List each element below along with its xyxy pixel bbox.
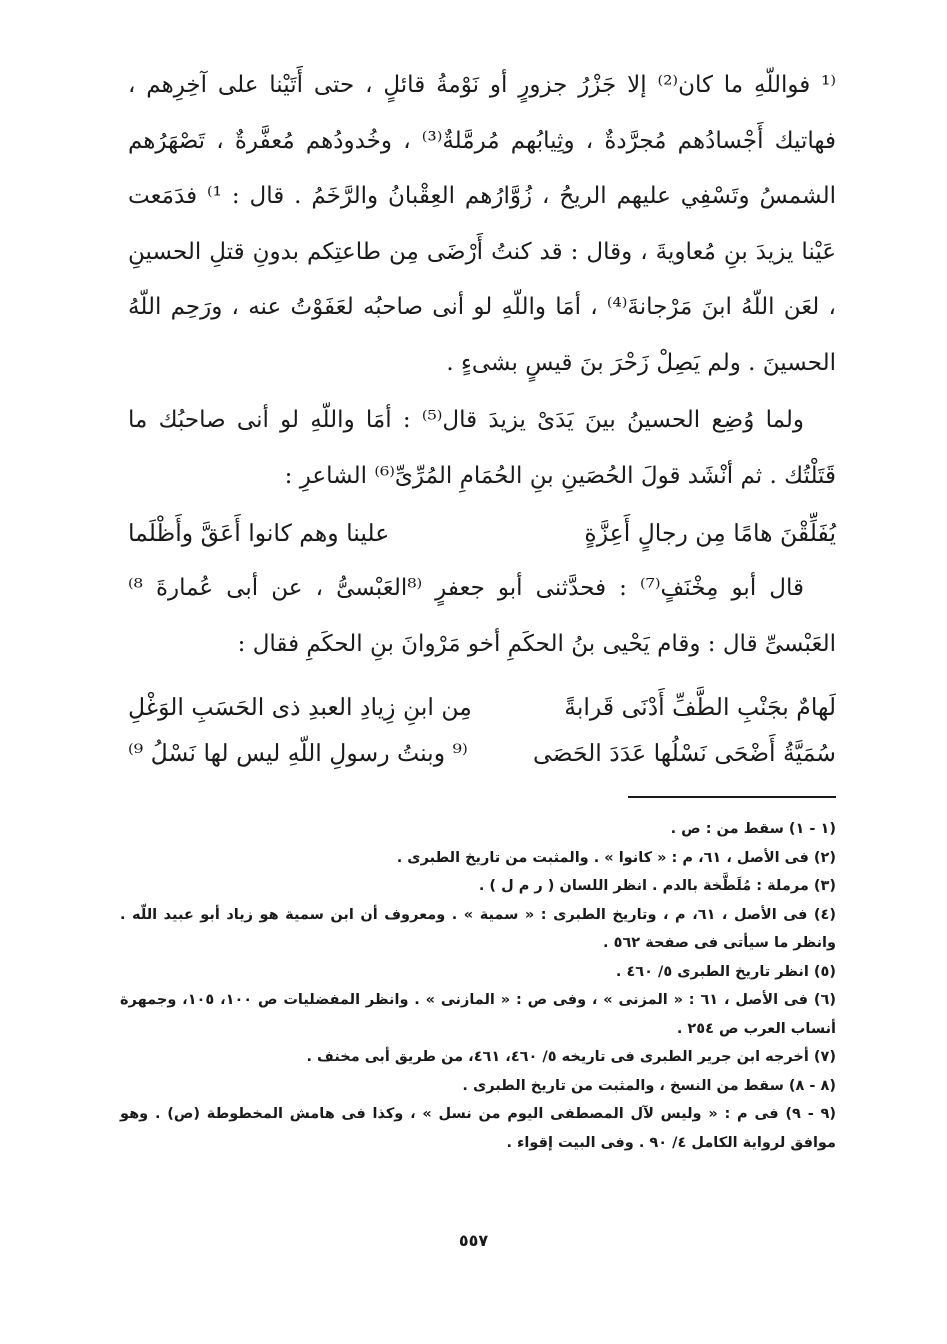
main-text bbox=[128, 58, 836, 776]
verse-1 bbox=[128, 506, 836, 561]
footnote: (٤) فى الأصل ، ٦١، م ، وتاريخ الطبرى : « سمية » . ومعروف أن ابن سمية هو زياد أبو عبيد اللّه . وانظر ما سيأتى فى صفحة ٥٦٢ . bbox=[120, 906, 837, 951]
verse-3 bbox=[128, 730, 836, 776]
page-number: ٥٥٧ bbox=[458, 1231, 489, 1250]
verse-2 bbox=[128, 684, 836, 730]
verse-3-second-hemistich: ⁽⁹ وبنتُ رسولِ اللّهِ ليس لها نَسْلُ ⁹⁾ bbox=[128, 739, 468, 767]
verse-2-second-hemistich: مِن ابنِ زِيادِ العبدِ ذى الحَسَبِ الوَغْلِ bbox=[128, 693, 472, 721]
footnote: (٧) أخرجه ابن جرير الطبرى فى تاريخه ٥/ ٤٦٠، ٤٦١، من طريق أبى مخنف . bbox=[306, 1049, 836, 1065]
footnote: (١ - ١) سقط من : ص . bbox=[670, 821, 836, 837]
footnote: (٥) انظر تاريخ الطبرى ٥/ ٤٦٠ . bbox=[615, 963, 836, 980]
footnote: (٦) فى الأصل ، ٦١ : « المزنى » ، وفى ص : « المازنى » . وانظر المفضليات ص ١٠٠، ١٠٥، وجمهرة أنساب العرب ص ٢٥٤ . bbox=[120, 992, 837, 1037]
paragraph-2: ولما وُضِع الحسينُ بينَ يَدَىْ يزيدَ قال⁽⁵⁾ : أمَا واللّهِ لو أنى صاحبُك ما قَتَلْتُك . ثم أنْشَد قولَ الحُصَينِ بنِ الحُمَامِ المُرِّىِّ⁽⁶⁾ الشاعرِ : bbox=[128, 407, 836, 489]
verse-3-first-hemistich: سُمَيَّةُ أَضْحَى نَسْلُها عَدَدَ الحَصَى bbox=[532, 739, 836, 767]
footnote: (٢) فى الأصل ، ٦١، م : « كانوا » . والمثبت من تاريخ الطبرى . bbox=[396, 849, 836, 866]
verse-1-first-hemistich: يُفَلِّقْنَ هامًا مِن رجالٍ أَعِزَّةٍ bbox=[584, 519, 836, 547]
footnotes bbox=[120, 815, 836, 1157]
paragraph-3: قال أبو مِخْنَفٍ⁽⁷⁾ : فحدَّثنى أبو جعفرٍ ⁽⁸العَبْسىُّ ، عن أبى عُمارةَ ⁸⁾ العَبْسىِّ قال : وقام يَحْيى بنُ الحكَمِ أخو مَرْوانَ بنِ الحكَمِ فقال : bbox=[128, 575, 836, 657]
verse-2-first-hemistich: لَهامٌ بجَنْبِ الطَّفِّ أَدْنَى قَرابةً bbox=[564, 693, 836, 721]
verse-1-second-hemistich: علينا وهم كانوا أَعَقَّ وأَظْلَما bbox=[128, 519, 390, 547]
footnote: (٨ - ٨) سقط من النسخ ، والمثبت من تاريخ الطبرى . bbox=[462, 1077, 836, 1094]
footnote-separator bbox=[628, 796, 836, 798]
verse-2-3 bbox=[128, 684, 836, 776]
footnote: (٣) مرملة : مُلَطَّخة بالدم . انظر اللسان ( ر م ل ) . bbox=[478, 878, 836, 894]
footnote: (٩ - ٩) فى م : « وليس لآل المصطفى اليوم من نسل » ، وكذا فى هامش المخطوطة (ص) . وهو موافق لرواية الكامل ٤/ ٩٠ . وفى البيت إقواء . bbox=[120, 1106, 836, 1151]
paragraph-1: ⁽¹ فواللّهِ ما كان⁽²⁾ إلا جَزْرُ جزورٍ أو نَوْمةُ قائلٍ ، حتى أَتَيْنا على آخِرِهم ، فهاتيك أَجْسادُهم مُجرَّدةٌ ، وثِيابُهم مُرمَّلةٌ⁽³⁾ ، وخُدودُهم مُعفَّرةٌ ، تَصْهَرُهم الشمسُ وتَسْفِي عليهم الريحُ ، زُوَّارُهم العِقْبانُ والرَّخَمُ . قال : ¹⁾ فدَمَعت عَيْنا يزيدَ بنِ مُعاويةَ ، وقال : قد كنتُ أَرْضَى مِن طاعتِكم بدونِ قتلِ الحسينِ ، لعَن اللّهُ ابنَ مَرْجانةَ⁽⁴⁾ ، أمَا واللّهِ لو أنى صاحبُه لعَفَوْتُ عنه ، ورَحِم اللّهُ الحسينَ . ولم يَصِلْ زَحْرَ بنَ قيسٍ بشىءٍ . bbox=[128, 72, 837, 376]
